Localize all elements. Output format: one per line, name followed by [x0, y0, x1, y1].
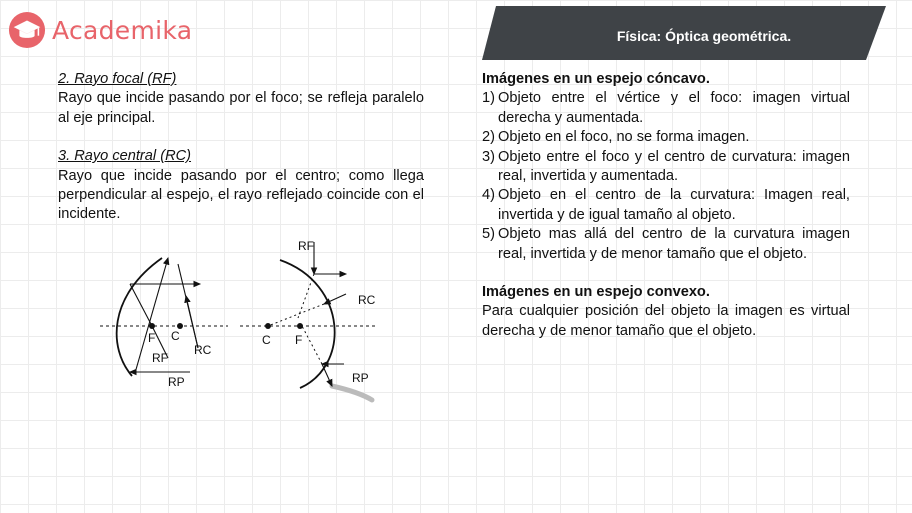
- ray-diagram: [100, 236, 376, 404]
- convex-label-c: C: [262, 333, 271, 347]
- list-item: 2) Objeto en el foco, no se forma imagen.: [482, 129, 750, 146]
- concave-label-f: F: [148, 331, 156, 345]
- convex-label-rf: RF: [298, 239, 314, 253]
- concave-images-title: Imágenes en un espejo cóncavo.: [482, 71, 710, 87]
- concave-label-rp: RP: [168, 375, 185, 389]
- convex-mirror-arc: [280, 260, 335, 388]
- central-ray-text: Rayo que incide pasando por el centro; como llega perpendicular al espejo, el rayo reflejado coincide con el incidente.: [58, 167, 424, 223]
- convex-mirror-diagram: [240, 239, 376, 400]
- academika-logo[interactable]: [8, 10, 192, 50]
- list-item: 1) Objeto entre el vértice y el foco: imagen virtual derecha y aumentada.: [482, 90, 850, 126]
- central-ray-title: 3. Rayo central (RC): [58, 148, 192, 165]
- mirror-reflection-highlight: [332, 386, 372, 400]
- convex-images-text: Para cualquier posición del objeto la imagen es virtual derecha y de menor tamaño que el objeto.: [482, 303, 850, 339]
- banner-title: Física: Óptica geométrica.: [616, 28, 792, 44]
- concave-label-rf: RF: [152, 351, 168, 365]
- convex-images-title: Imágenes en un espejo convexo.: [482, 284, 710, 301]
- graduation-cap-icon: [8, 11, 46, 49]
- concave-cases-list: [482, 89, 850, 264]
- concave-mirror-diagram: [100, 258, 228, 389]
- convex-label-rc: RC: [358, 293, 376, 307]
- brand-name: Academika: [52, 15, 193, 45]
- focal-ray-title: 2. Rayo focal (RF): [58, 71, 177, 87]
- convex-label-rp: RP: [352, 371, 369, 385]
- topic-banner: [482, 6, 886, 60]
- right-column: [482, 70, 850, 341]
- list-item: 5) Objeto mas allá del centro de la curvatura imagen real, invertida y de menor tamaño que el objeto.: [482, 226, 850, 262]
- focal-ray-text: Rayo que incide pasando por el foco; se refleja paralelo al eje principal.: [58, 90, 424, 126]
- list-item: 4) Objeto en el centro de la curvatura: Imagen real, invertida y de igual tamaño al objeto.: [482, 187, 850, 223]
- left-column: [58, 70, 424, 225]
- convex-label-f: F: [295, 333, 303, 347]
- concave-label-rc: RC: [194, 343, 212, 357]
- concave-label-c: C: [171, 329, 180, 343]
- list-item: 3) Objeto entre el foco y el centro de curvatura: imagen real, invertida y aumentada.: [482, 148, 850, 185]
